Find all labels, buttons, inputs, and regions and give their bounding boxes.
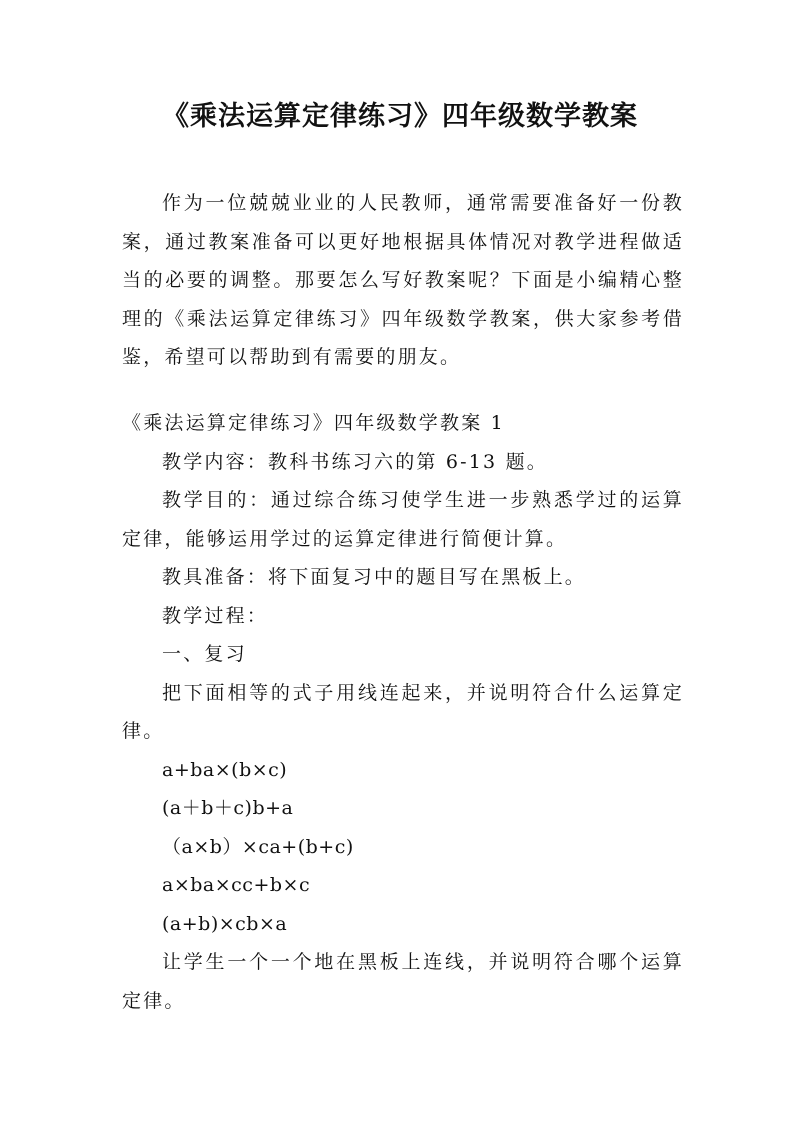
formula-line: (a+b)×cb×a — [162, 912, 288, 935]
formula-line: a×ba×cc+b×c — [162, 874, 311, 896]
teaching-objective: 教学目的：通过综合练习使学生进一步熟悉学过的运算定律，能够运用学过的运算定律进行简便计算。 — [122, 489, 684, 550]
review-heading: 一、复习 — [162, 643, 247, 665]
teaching-process: 教学过程： — [162, 604, 269, 627]
intro-paragraph: 作为一位兢兢业业的人民教师，通常需要准备好一份教案，通过教案准备可以更好地根据具体情况对教学进程做适当的必要的调整。那要怎么写好教案呢？下面是小编精心整理的《乘法运算定律练习》四年级数学教案，供大家参考借鉴，希望可以帮助到有需要的朋友。 — [122, 192, 684, 368]
formula-line: a+ba×(b×c) — [162, 758, 288, 781]
lesson-body — [122, 404, 684, 1020]
document-title: 《乘法运算定律练习》四年级数学教案 — [162, 101, 638, 132]
closing-instruction: 让学生一个一个地在黑板上连线，并说明符合哪个运算定律。 — [122, 951, 684, 1012]
section-heading: 《乘法运算定律练习》四年级数学教案 1 — [122, 412, 505, 434]
teaching-materials: 教具准备：将下面复习中的题目写在黑板上。 — [162, 566, 587, 588]
review-instruction: 把下面相等的式子用线连起来，并说明符合什么运算定律。 — [122, 681, 684, 742]
formula-line: (a＋b＋c)b+a — [162, 797, 294, 819]
teaching-content: 教学内容：教科书练习六的第 6-13 题。 — [162, 450, 548, 473]
formula-line: （a×b）×ca+(b+c) — [162, 835, 354, 858]
